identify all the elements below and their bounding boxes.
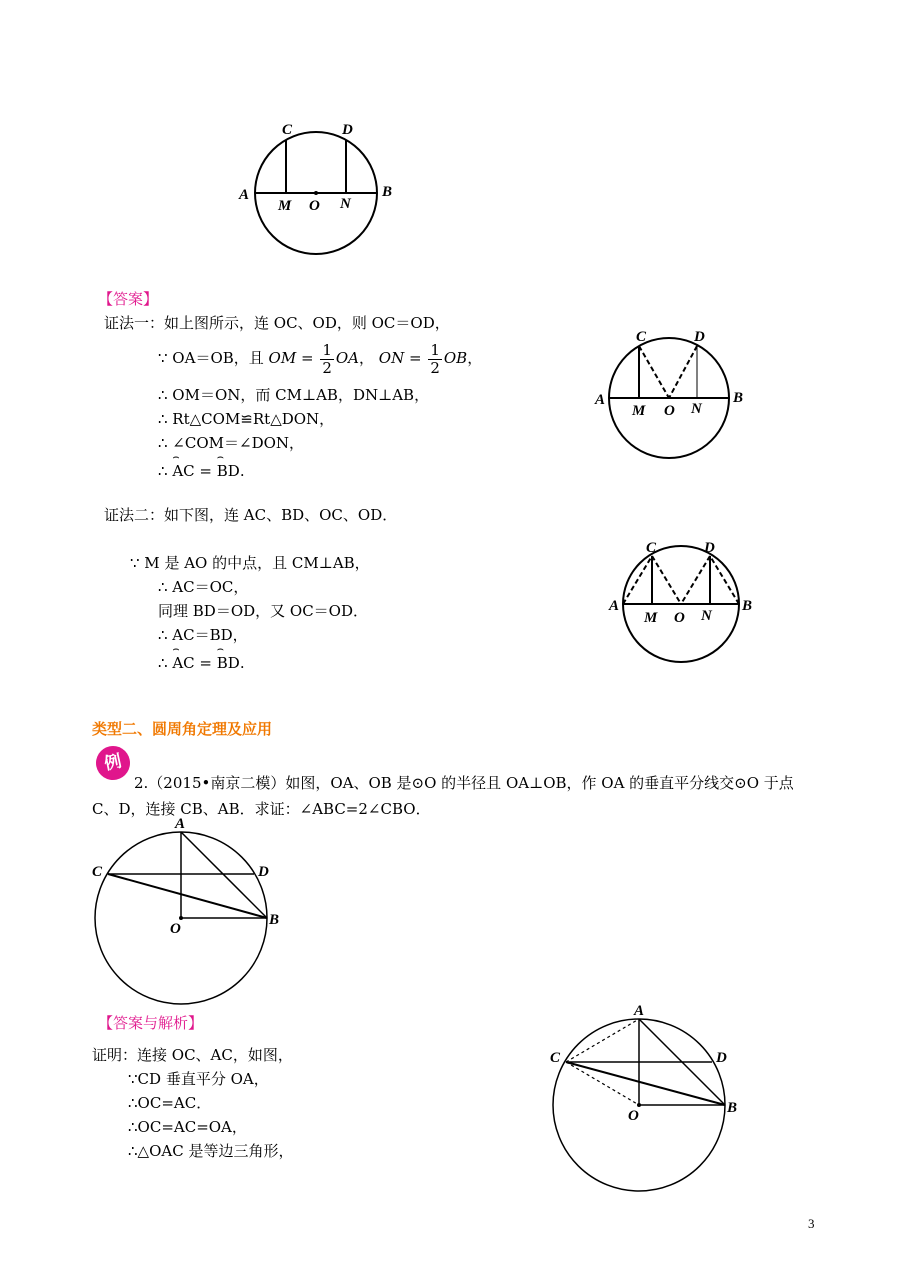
- question-line1: 2.（2015•南京二模）如图，OA、OB 是⊙O 的半径且 OA⊥OB，作 OA 的垂直平分线交⊙O 于点: [134, 774, 794, 792]
- label-o: O: [664, 403, 675, 419]
- analysis-line3: ∴OC=AC．: [128, 1094, 212, 1112]
- proof2-line4: 同理 BD＝OD，又 OC＝OD．: [158, 602, 369, 620]
- label-m: M: [644, 610, 658, 626]
- label-c: C: [550, 1050, 561, 1066]
- label-b: B: [733, 390, 744, 406]
- label-c: C: [282, 122, 293, 138]
- label-b: B: [269, 912, 280, 928]
- label-n: N: [701, 608, 712, 624]
- section-title: 类型二、圆周角定理及应用: [92, 720, 273, 738]
- answer-analysis-tag: 【答案与解析】: [98, 1014, 204, 1032]
- figure-circle-2: [592, 326, 752, 460]
- proof1-line1: 证法一：如上图所示，连 OC、OD，则 OC＝OD，: [104, 314, 450, 332]
- analysis-line4: ∴OC=AC=OA，: [128, 1118, 247, 1136]
- proof1-line5: ∴ ∠COM＝∠DON，: [158, 434, 305, 452]
- proof2-line3: ∴ AC＝OC，: [158, 578, 249, 596]
- figure-circle-5: [544, 1000, 744, 1196]
- label-c: C: [646, 540, 657, 556]
- example-badge: 例: [93, 743, 133, 783]
- figure-circle-1: [236, 118, 400, 268]
- proof1-line2: ∵ OA＝OB，且 OM = $\frac{1}{2}$ OA， ON = $\frac{1}{2}$ OB，: [158, 340, 483, 377]
- label-d: D: [694, 329, 705, 345]
- answer-tag: 【答案】: [98, 290, 159, 308]
- label-b: B: [382, 184, 393, 200]
- label-o: O: [309, 198, 320, 214]
- label-d: D: [258, 864, 269, 880]
- label-a: A: [609, 598, 620, 614]
- label-m: M: [278, 198, 292, 214]
- label-c: C: [92, 864, 103, 880]
- analysis-line5: ∴△OAC 是等边三角形，: [128, 1142, 294, 1160]
- label-n: N: [340, 196, 351, 212]
- label-c: C: [636, 329, 647, 345]
- figure-circle-4: [86, 812, 286, 1008]
- label-o: O: [628, 1108, 639, 1124]
- label-b: B: [727, 1100, 738, 1116]
- page-number: 3: [808, 1216, 815, 1231]
- label-d: D: [716, 1050, 727, 1066]
- proof2-line5: ∴ AC＝BD，: [158, 626, 248, 644]
- proof2-line2: ∵ M 是 AO 的中点，且 CM⊥AB，: [130, 554, 370, 572]
- label-o: O: [170, 921, 181, 937]
- label-d: D: [704, 540, 715, 556]
- label-a: A: [175, 816, 186, 832]
- analysis-line1: 证明：连接 OC、AC，如图，: [92, 1046, 293, 1064]
- figure-circle-3: [606, 538, 756, 664]
- proof1-line3: ∴ OM＝ON，而 CM⊥AB，DN⊥AB，: [158, 386, 430, 404]
- label-b: B: [742, 598, 753, 614]
- proof1-line6: ∴ ⌢ AC = ⌢ BD.: [158, 450, 245, 480]
- label-a: A: [239, 187, 250, 203]
- label-a: A: [595, 392, 606, 408]
- label-d: D: [342, 122, 353, 138]
- label-o: O: [674, 610, 685, 626]
- label-a: A: [634, 1003, 645, 1019]
- question-line2: C、D，连接 CB、AB．求证：∠ABC=2∠CBO．: [92, 800, 431, 818]
- analysis-line2: ∵CD 垂直平分 OA，: [128, 1070, 269, 1088]
- label-m: M: [632, 403, 646, 419]
- proof1-line4: ∴ Rt△COM≌Rt△DON，: [158, 410, 335, 428]
- proof2-line6: ∴ ⌢ AC = ⌢ BD.: [158, 642, 245, 672]
- label-n: N: [691, 401, 702, 417]
- proof2-line1: 证法二：如下图，连 AC、BD、OC、OD．: [104, 506, 398, 524]
